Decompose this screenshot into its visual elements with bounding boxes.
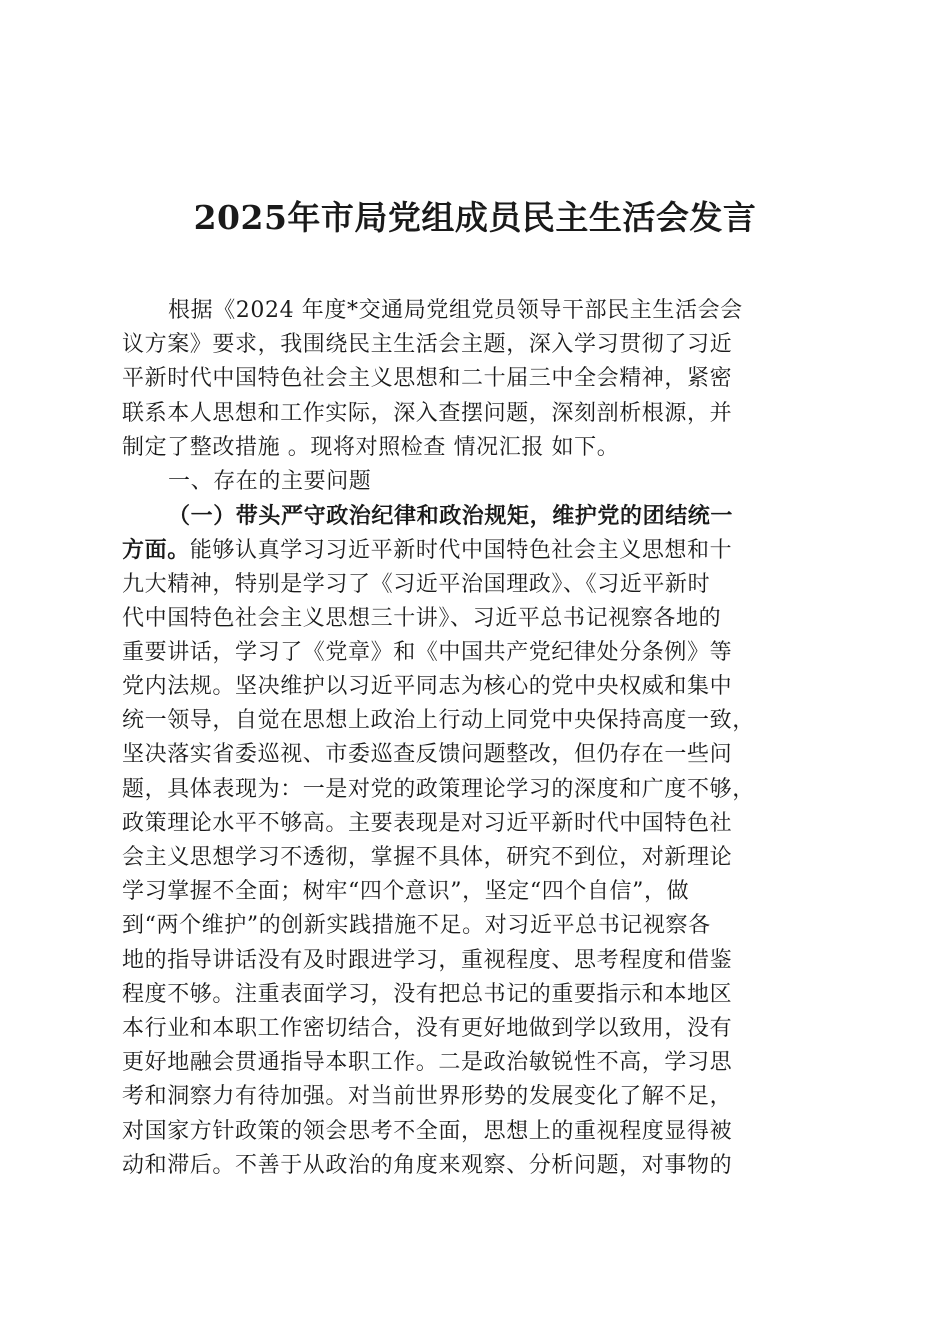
paragraph-line: 学习掌握不全面；树牢“四个意识”，坚定“四个自信”，做 [122,879,690,905]
paragraph-line: 本行业和本职工作密切结合，没有更好地做到学以致用，没有 [122,1015,733,1041]
paragraph-line: 制定了整改措施 。现将对照检查 情况汇报 如下。 [122,434,620,460]
paragraph-line: 代中国特色社会主义思想三十讲》、习近平总书记视察各地的 [122,605,722,631]
paragraph-line: 对国家方针政策的领会思考不全面，思想上的重视程度显得被 [122,1118,733,1144]
paragraph-line: 题，具体表现为：一是对党的政策理论学习的深度和广度不够， [122,776,755,802]
paragraph-line: 政策理论水平不够高。主要表现是对习近平新时代中国特色社 [122,810,733,836]
paragraph-line: 会主义思想学习不透彻，掌握不具体，研究不到位，对新理论 [122,845,733,870]
paragraph-line [122,533,834,567]
paragraph-line: 议方案》要求，我围绕民主生活会主题，深入学习贯彻了习近 [122,332,733,358]
paragraph-line: 动和滞后。不善于从政治的角度来观察、分析问题，对事物的 [122,1152,733,1178]
paragraph-text: 能够认真学习习近平新时代中国特色社会主义思想和十 [189,538,733,564]
section-heading: 一、存在的主要问题 [168,468,372,494]
paragraph-line: 地的指导讲话没有及时跟进学习，重视程度、思考程度和借鉴 [122,947,733,973]
document-title: 2025年市局党组成员民主生活会发言 [193,198,757,237]
paragraph-line: 统一领导，自觉在思想上政治上行动上同党中央保持高度一致， [122,708,755,734]
paragraph-line: 九大精神，特别是学习了《习近平治国理政》、《习近平新时 [122,571,711,597]
subsection-heading: （一）带头严守政治纪律和政治规矩，维护党的团结统一 [168,503,734,530]
paragraph-line: 党内法规。坚决维护以习近平同志为核心的党中央权威和集中 [122,674,733,700]
paragraph-line: 联系本人思想和工作实际，深入查摆问题，深刻剖析根源，并 [122,400,733,426]
paragraph-line: 程度不够。注重表面学习，没有把总书记的重要指示和本地区 [122,981,733,1007]
paragraph-line: 考和洞察力有待加强。对当前世界形势的发展变化了解不足， [122,1084,733,1110]
paragraph-line: 平新时代中国特色社会主义思想和二十届三中全会精神，紧密 [122,366,733,392]
paragraph-line: 到“两个维护”的创新实践措施不足。对习近平总书记视察各 [122,913,711,939]
paragraph-line: 重要讲话，学习了《党章》和《中国共产党纪律处分条例》等 [122,639,733,665]
paragraph-line: 坚决落实省委巡视、市委巡查反馈问题整改，但仍存在一些问 [122,742,733,768]
subsection-heading-end: 方面。 [122,537,190,564]
document-body [122,294,834,1183]
paragraph-line: 更好地融会贯通指导本职工作。二是政治敏锐性不高，学习思 [122,1050,733,1076]
paragraph-line: 根据《2024 年度*交通局党组党员领导干部民主生活会会 [168,298,743,323]
